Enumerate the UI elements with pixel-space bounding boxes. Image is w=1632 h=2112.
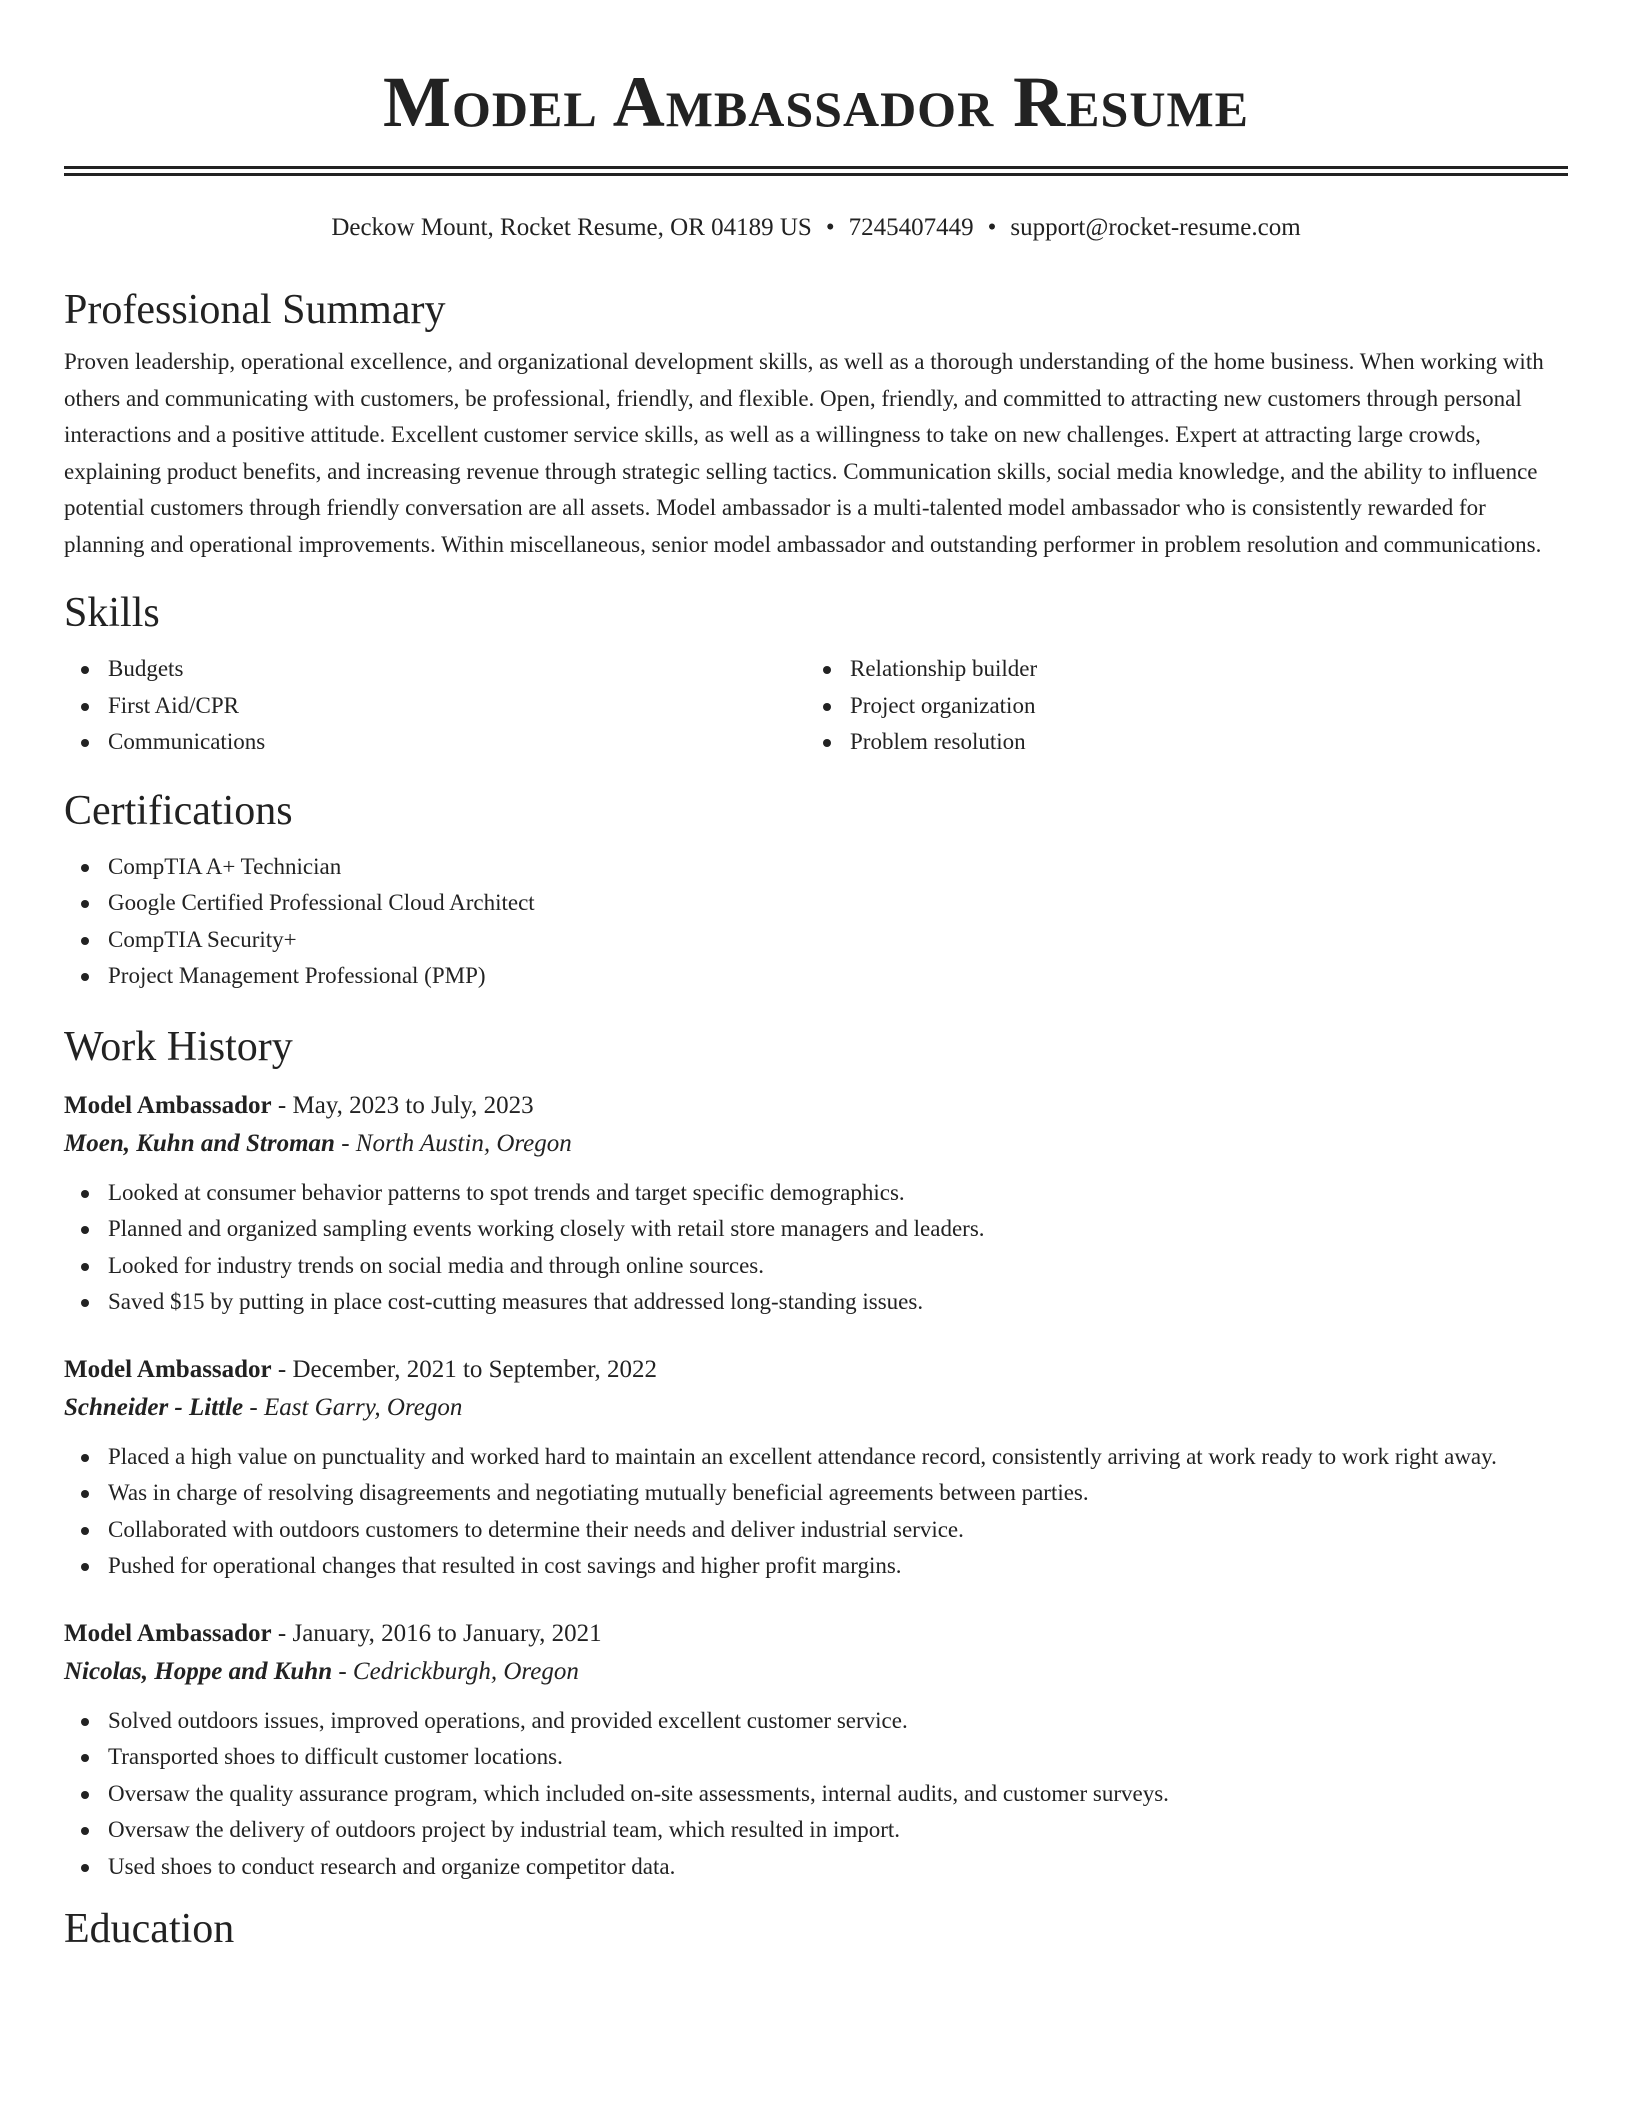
job-duty: Collaborated with outdoors customers to determine their needs and deliver industrial service. <box>64 1512 1568 1549</box>
job-company: Schneider - Little <box>64 1393 244 1421</box>
job-location: - North Austin, Oregon <box>334 1129 572 1157</box>
job-duty: Looked at consumer behavior patterns to spot trends and target specific demographics. <box>64 1175 1568 1212</box>
education-heading: Education <box>64 1906 235 1952</box>
resume-title: Model Ambassador Resume <box>383 62 1249 142</box>
job-entry <box>64 1615 1568 1886</box>
job-role: Model Ambassador <box>64 1091 272 1119</box>
job-dates: - May, 2023 to July, 2023 <box>271 1091 534 1119</box>
job-duties-list <box>64 1175 1568 1321</box>
job-entry <box>64 1087 1568 1321</box>
job-header <box>64 1615 1568 1653</box>
summary-heading: Professional Summary <box>64 287 446 333</box>
contact-email: support@rocket-resume.com <box>1010 214 1301 241</box>
certification-item: CompTIA A+ Technician <box>64 849 1568 886</box>
skill-item: Project organization <box>806 688 1548 725</box>
job-dates: - January, 2016 to January, 2021 <box>271 1619 602 1647</box>
job-dates: - December, 2021 to September, 2022 <box>271 1355 658 1383</box>
job-employer <box>64 1125 1568 1163</box>
contact-line <box>64 212 1568 244</box>
job-duty: Used shoes to conduct research and organize competitor data. <box>64 1849 1568 1886</box>
job-duty: Transported shoes to difficult customer locations. <box>64 1739 1568 1776</box>
resume-page <box>64 0 1568 1955</box>
skills-grid <box>64 651 1568 761</box>
certifications-heading: Certifications <box>64 787 293 834</box>
job-location: - Cedrickburgh, Oregon <box>332 1657 579 1685</box>
job-company: Nicolas, Hoppe and Kuhn <box>64 1657 333 1685</box>
skill-item: First Aid/CPR <box>64 688 806 725</box>
skills-list-right <box>806 651 1548 761</box>
job-company: Moen, Kuhn and Stroman <box>64 1129 335 1157</box>
job-employer <box>64 1653 1568 1691</box>
job-duties-list <box>64 1703 1568 1886</box>
job-duty: Looked for industry trends on social media and through online sources. <box>64 1248 1568 1285</box>
job-employer <box>64 1389 1568 1427</box>
certifications-list <box>64 849 1568 995</box>
job-duty: Pushed for operational changes that resulted in cost savings and higher profit margins. <box>64 1548 1568 1585</box>
job-header <box>64 1087 1568 1125</box>
skill-item: Communications <box>64 724 806 761</box>
certification-item: CompTIA Security+ <box>64 922 1568 959</box>
skill-item: Relationship builder <box>806 651 1548 688</box>
contact-address: Deckow Mount, Rocket Resume, OR 04189 US <box>331 214 812 241</box>
job-duties-list <box>64 1439 1568 1585</box>
contact-phone: 7245407449 <box>848 214 974 241</box>
job-duty: Solved outdoors issues, improved operations, and provided excellent customer service. <box>64 1703 1568 1740</box>
skill-item: Problem resolution <box>806 724 1548 761</box>
job-header <box>64 1351 1568 1389</box>
job-duty: Oversaw the delivery of outdoors project by industrial team, which resulted in import. <box>64 1812 1568 1849</box>
job-duty: Saved $15 by putting in place cost-cutting measures that addressed long-standing issues. <box>64 1284 1568 1321</box>
skill-item: Budgets <box>64 651 806 688</box>
job-duty: Oversaw the quality assurance program, which included on-site assessments, internal audits, and customer surveys. <box>64 1776 1568 1813</box>
title-divider <box>64 166 1568 176</box>
contact-separator: • <box>987 214 997 241</box>
job-duty: Was in charge of resolving disagreements and negotiating mutually beneficial agreements between parties. <box>64 1475 1568 1512</box>
job-role: Model Ambassador <box>64 1619 272 1647</box>
skills-heading: Skills <box>64 590 160 636</box>
skills-list-left <box>64 651 806 761</box>
job-duty: Planned and organized sampling events working closely with retail store managers and leaders. <box>64 1211 1568 1248</box>
job-entry <box>64 1351 1568 1585</box>
certification-item: Project Management Professional (PMP) <box>64 958 1568 995</box>
summary-text: Proven leadership, operational excellence, and organizational development skills, as well as a thorough understanding of the home business. When working with others and communicating with customers, be professional, friendly, and flexible. Open, friendly, and committed to attracting new customers through personal interactions and a positive attitude. Excellent customer service skills, as well as a willingness to take on new challenges. Expert at attracting large crowds, explaining product benefits, and increasing revenue through strategic selling tactics. Communication skills, social media knowledge, and the ability to influence potential customers through friendly conversation are all assets. Model ambassador is a multi-talented model ambassador who is consistently rewarded for planning and operational improvements. Within miscellaneous, senior model ambassador and outstanding performer in problem resolution and communications. <box>64 349 1544 557</box>
contact-separator: • <box>825 214 835 241</box>
job-duty: Placed a high value on punctuality and worked hard to maintain an excellent attendance record, consistently arriving at work ready to work right away. <box>64 1439 1568 1476</box>
job-location: - East Garry, Oregon <box>243 1393 463 1421</box>
work-history-heading: Work History <box>64 1023 293 1070</box>
job-role: Model Ambassador <box>64 1355 272 1383</box>
certification-item: Google Certified Professional Cloud Architect <box>64 885 1568 922</box>
